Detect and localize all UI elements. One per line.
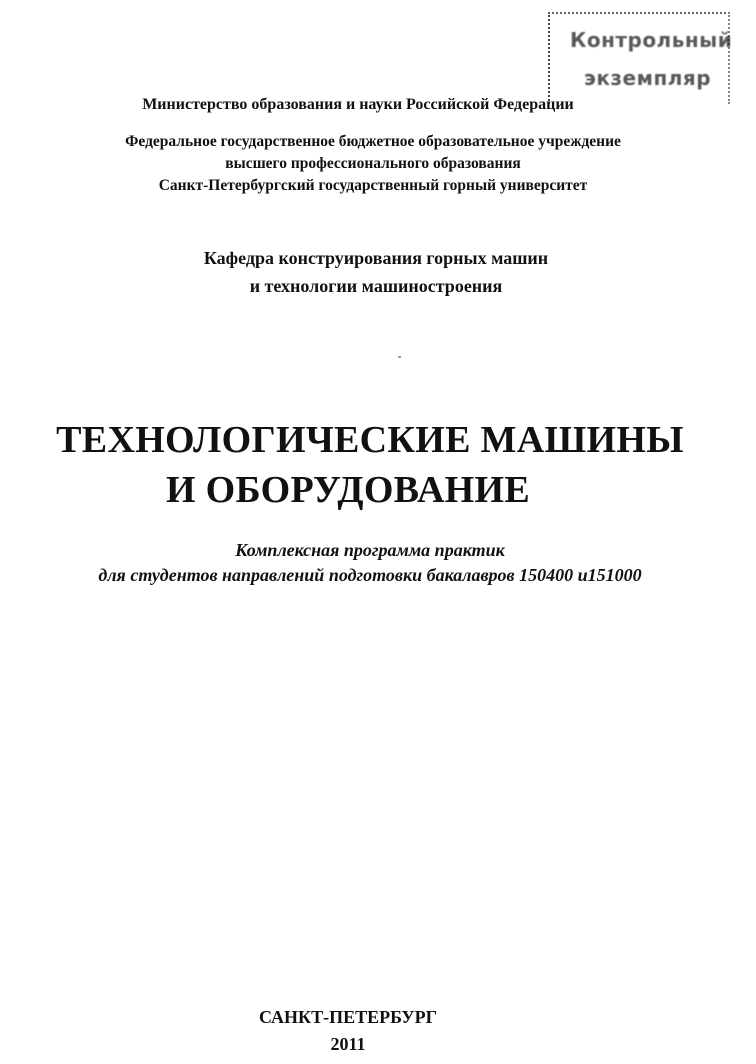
document-title-line-1: ТЕХНОЛОГИЧЕСКИЕ МАШИНЫ [56,419,684,461]
institution-line-2: высшего профессионального образования [225,155,521,172]
document-title-line-2: И ОБОРУДОВАНИЕ [165,469,531,511]
ministry-name: Министерство образования и науки Российской Федерации [142,96,574,113]
stamp-line-2: экземпляр [584,66,712,90]
subtitle-line-2: для студентов направлений подготовки бакалавров 150400 и151000 [98,565,642,585]
department-line-2: и технологии машиностроения [249,276,503,296]
institution-line-3: Санкт-Петербургский государственный горный университет [158,177,588,194]
publication-year: 2011 [330,1034,366,1054]
subtitle-line-1: Комплексная программа практик [235,540,505,560]
stamp-line-1: Контрольный [570,28,733,52]
institution-line-1: Федеральное государственное бюджетное образовательное учреждение [125,133,621,150]
scan-speck [398,356,401,358]
department-line-1: Кафедра конструирования горных машин [203,248,549,268]
control-copy-stamp [548,12,733,104]
publication-city: САНКТ-ПЕТЕРБУРГ [258,1007,438,1027]
